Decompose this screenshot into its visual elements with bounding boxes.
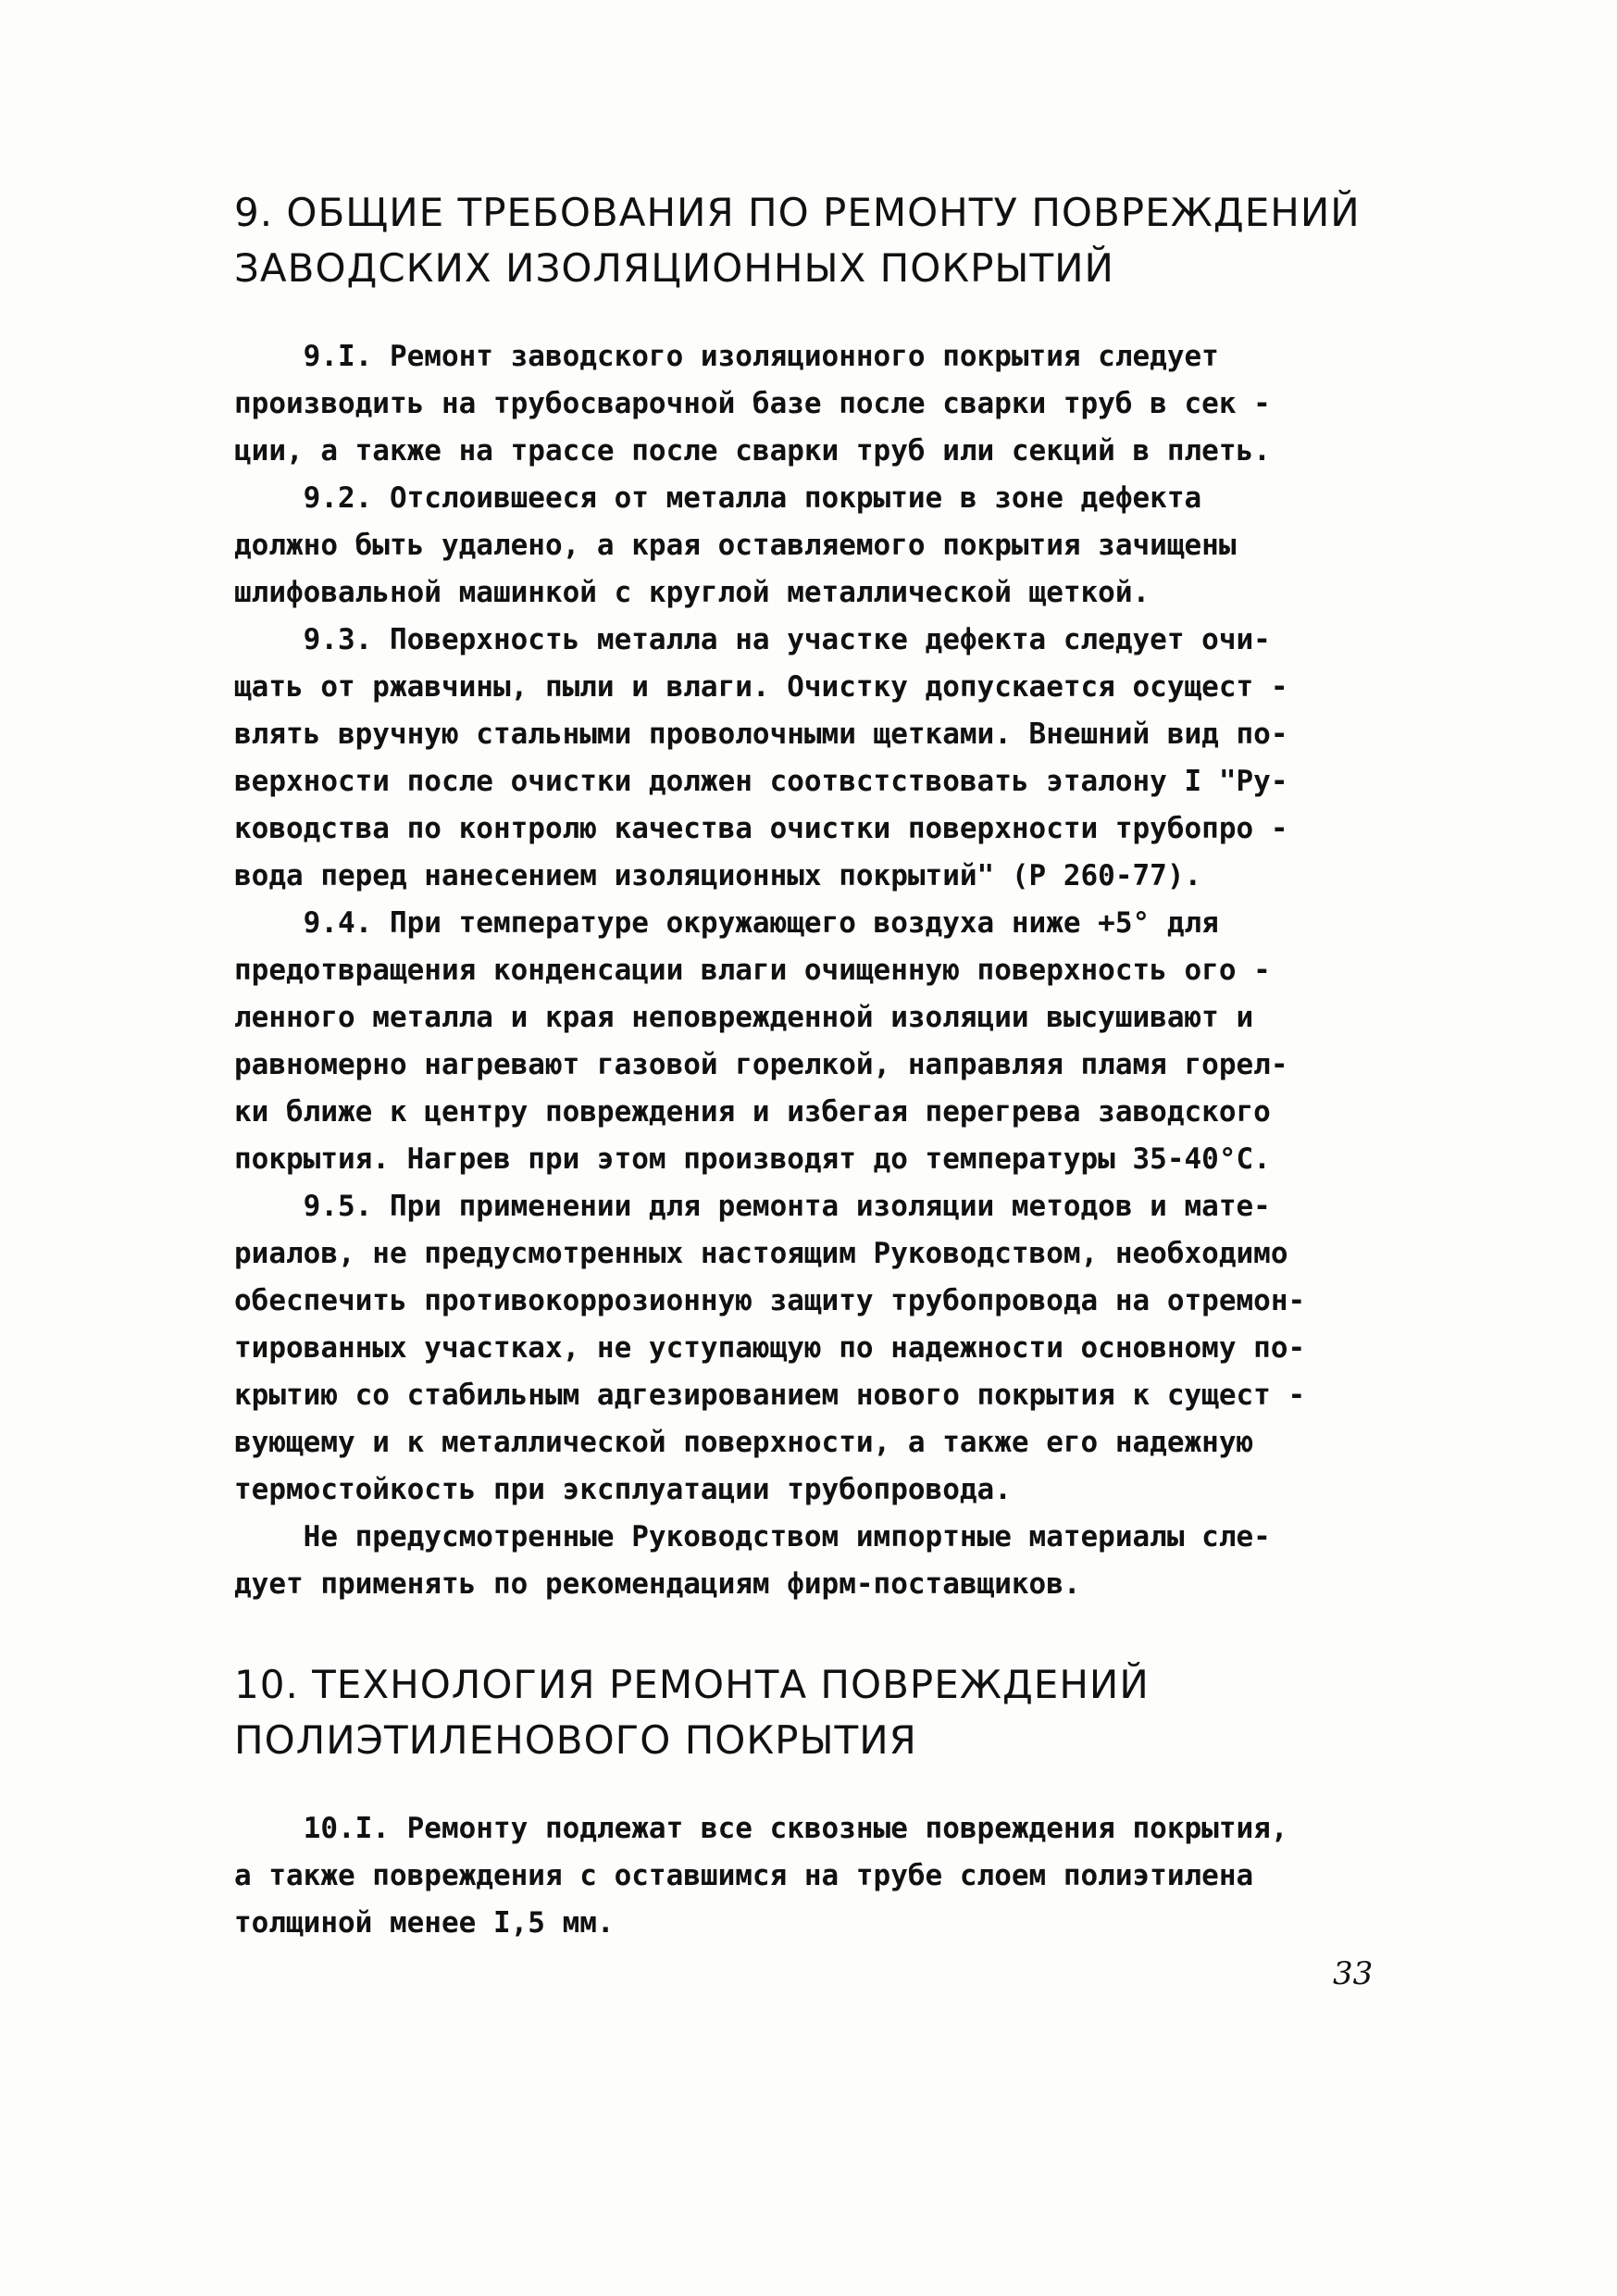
paragraph-9-5 xyxy=(234,1183,1400,1514)
text-line: а также повреждения с оставшимся на трубе слоем полиэтилена xyxy=(234,1859,1254,1892)
text-line: дует применять по рекомендациям фирм-поставщиков. xyxy=(234,1567,1081,1601)
section-10-heading xyxy=(234,1657,1400,1768)
text-line: шлифовальной машинкой с круглой металлической щеткой. xyxy=(234,576,1151,609)
text-line: влять вручную стальными проволочными щетками. Внешний вид по- xyxy=(234,718,1288,751)
text-line: ководства по контролю качества очистки поверхности трубопро - xyxy=(234,812,1288,845)
text-line: верхности после очистки должен соотвстствовать эталону I "Ру- xyxy=(234,765,1288,798)
page-number: 33 xyxy=(1333,1955,1374,1992)
text-line: термостойкость при эксплуатации трубопровода. xyxy=(234,1473,1012,1506)
text-line: ленного металла и края неповрежденной изоляции высушивают и xyxy=(234,1001,1254,1034)
heading-line: 10. ТЕХНОЛОГИЯ РЕМОНТА ПОВРЕЖДЕНИЙ xyxy=(234,1662,1150,1707)
heading-line: ПОЛИЭТИЛЕНОВОГО ПОКРЫТИЯ xyxy=(234,1717,917,1763)
text-line: обеспечить противокоррозионную защиту трубопровода на отремон- xyxy=(234,1284,1306,1317)
text-line: вующему и к металлической поверхности, а также его надежную xyxy=(234,1426,1254,1459)
section-10-body xyxy=(234,1805,1400,1947)
text-line: щать от ржавчины, пыли и влаги. Очистку допускается осущест - xyxy=(234,670,1288,704)
text-line: ки ближе к центру повреждения и избегая перегрева заводского xyxy=(234,1095,1271,1129)
text-line: 9.I. Ремонт заводского изоляционного покрытия следует xyxy=(234,340,1219,373)
text-line: покрытия. Нагрев при этом производят до температуры 35-40°С. xyxy=(234,1142,1271,1176)
text-line: предотвращения конденсации влаги очищенную поверхность ого - xyxy=(234,954,1271,987)
text-line: риалов, не предусмотренных настоящим Руководством, необходимо xyxy=(234,1237,1288,1270)
section-9-heading xyxy=(234,185,1400,296)
section-9-body xyxy=(234,333,1400,1608)
text-line: производить на трубосварочной базе после сварки труб в сек - xyxy=(234,387,1271,420)
heading-line: ЗАВОДСКИХ ИЗОЛЯЦИОННЫХ ПОКРЫТИЙ xyxy=(234,245,1114,291)
text-line: Не предусмотренные Руководством импортные материалы сле- xyxy=(234,1520,1271,1554)
text-line: ции, а также на трассе после сварки труб или секций в плеть. xyxy=(234,434,1271,468)
text-line: 9.4. При температуре окружающего воздуха ниже +5° для xyxy=(234,906,1219,940)
text-line: 9.3. Поверхность металла на участке дефекта следует очи- xyxy=(234,623,1271,656)
paragraph-9-4 xyxy=(234,900,1400,1183)
paragraph-9-3 xyxy=(234,617,1400,900)
text-line: толщиной менее I,5 мм. xyxy=(234,1906,615,1940)
text-line: вода перед нанесением изоляционных покрытий" (Р 260-77). xyxy=(234,859,1202,892)
text-line: должно быть удалено, а края оставляемого покрытия зачищены xyxy=(234,529,1237,562)
paragraph-10-1 xyxy=(234,1805,1400,1947)
text-line: 9.2. Отслоившееся от металла покрытие в зоне дефекта xyxy=(234,481,1202,515)
text-line: тированных участках, не уступающую по надежности основному по- xyxy=(234,1331,1306,1365)
text-line: равномерно нагревают газовой горелкой, направляя пламя горел- xyxy=(234,1048,1288,1081)
paragraph-9-note xyxy=(234,1514,1400,1608)
heading-line: 9. ОБЩИЕ ТРЕБОВАНИЯ ПО РЕМОНТУ ПОВРЕЖДЕНИЙ xyxy=(234,190,1361,235)
text-line: 10.I. Ремонту подлежат все сквозные повреждения покрытия, xyxy=(234,1812,1288,1845)
text-line: крытию со стабильным адгезированием нового покрытия к сущест - xyxy=(234,1379,1306,1412)
paragraph-9-1 xyxy=(234,333,1400,475)
text-line: 9.5. При применении для ремонта изоляции методов и мате- xyxy=(234,1190,1271,1223)
paragraph-9-2 xyxy=(234,475,1400,617)
